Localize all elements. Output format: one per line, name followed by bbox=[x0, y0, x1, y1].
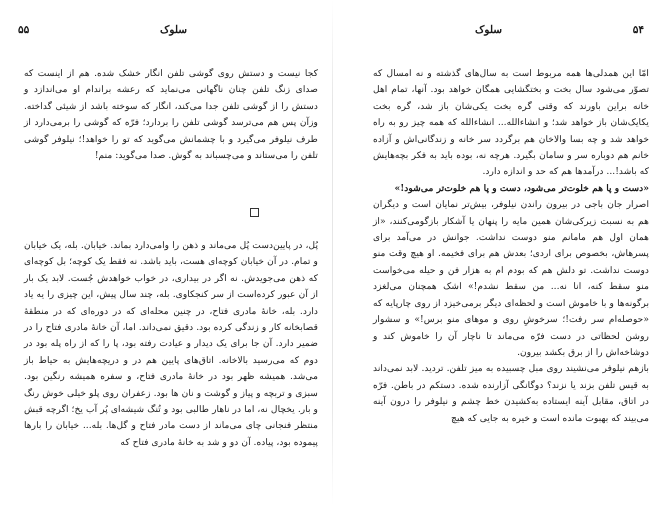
paragraph: اصرار جان باجی در بیرون راندن نیلوفر، بیش‌تر نمایان است و دیگران هم به نسبت زیرکی‌شان همین مایه را پنهان یا آشکار بازگومی‌کنند، «از همان اول هم مامانم منو دوست نداشت. جوانش در می‌آمد برای پسرهاش، بخصوص برای اردی؛ بعدش هم برای فخیمه. او هیچ وقت منو دوست نداشت. تو دلش هم که بودم ام به هزار فن و حیله می‌خواست منو سقط کنه، انا نه... من سقط نشدم!» اشک همچنان می‌لغزد برگونه‌ها و با خاموش است و لحظه‌ای دیگر برمی‌خیزد از روی چارپایه که «حوصله‌ام سر رفت!؛ سرخوشِ روی و موهای منو برس!» و سشوار روشن لحظاتی در دست فرّه می‌ماند تا ناچار آن را خاموش کند و دوشاخه‌اش را از برق بکشد بیرون. bbox=[373, 199, 649, 358]
paragraph: پُل، در پایین‌دست پُل می‌ماند و ذهن را وامی‌دارد بماند. خیابان. بله، یک خیابان و تمام. در آن خیابان کوچه‌ای هست، باید باشد. نه فقط یک کوچه؛ بل کوچه‌ای که ذهن می‌جویدش. نه اگر در بیداری، در خواب خواهدش جُست. لابد یک بار از آن عبور کرده‌است از سر کنجکاوی. بله، چند سال پیش، این چیزی را یه یاد دارد. بله، خانهٔ مادری فتاح، در چنین محله‌ای که در دوره‌ای که در منطقهٔ قصابخانه کار و زندگی کرده بود. دقیق نمی‌داند. اما، آن خانهٔ مادری فتاح را در ضمیر دارد. آن جا برای یک دیدار و عیادت رفته بود، پا را که از راه پله بود در دوم که می‌رسید بالاخانه. اتاق‌های پایین هم در و دریچه‌هایش به حیاط باز می‌شد. همیشه ظهر بود در خانهٔ مادری فتاح، و سفره همیشه رنگین بود. سبزی و تربچه و پیاز و گوشت و نان ها بود. زعفران روی پلو خیلی خوش رنگ و بار. یخچال نه، اما در ناهار طالبی بود و تُنگ شیشه‌ای پُر آب یخ؛ اگرچه قبش منتظر فنجانی چای می‌ماند از دست مادر فتاح و گل‌ها. بله... خیابان را بارها پیموده بود، پیاده. آن دو و شد به خانهٔ مادری فتاح که bbox=[24, 240, 318, 448]
left-paragraph-1-block bbox=[24, 66, 318, 164]
section-break-square-icon bbox=[250, 208, 259, 217]
paragraph: بازهم نیلوفر می‌نشیند روی مبل چسبیده به میز تلفن. تردید. لابد نمی‌داند به قیس تلفن بزند یا نزند؟ دوگانگی آزارنده شده. دستکم در باطن. فرّه در اتاق، مقابل آینه ایستاده به‌کشیدن خط چشم و نیلوفر را درون آینه می‌بیند که بهبوت مانده است و خیره به جایی که هیچ bbox=[373, 363, 649, 424]
left-page-header bbox=[0, 24, 333, 40]
quote-line: «دست و پا هم خلوت‌تر می‌شود، دست و پا هم خلوت‌تر می‌شود!» bbox=[394, 182, 649, 194]
paragraph: کجا نیست و دستش روی گوشی تلفن انگار خشک شده. هم از اینست که صدای زنگ تلفن چنان ناگهانی می‌نماید که رعشه براندام او می‌اندازد و دستش را از گوشی تلفن جدا می‌کند، انگار که سوخته باشد از شیئی گداخته. وزآن پس هم می‌ترسد گوشی تلفن را بردارد؛ فرّه که گوشی را برمی‌دارد از طرف نیلوفر می‌گیرد و با چشمانش می‌گوید که تو را خواهد!؛ نیلوفر گوشی تلفن را می‌ستاند و می‌چسباند به گوش. صدا می‌گوید: منم! bbox=[24, 68, 318, 162]
running-title: سلوک bbox=[475, 24, 503, 36]
page-number: ۵۴ bbox=[632, 24, 644, 36]
page-number: ۵۵ bbox=[18, 24, 30, 36]
right-text-block bbox=[373, 66, 649, 427]
paragraph: امّا این همدلی‌ها همه مربوط است به سال‌های گذشته و نه امسال که تصوّر می‌شود سال بخت و بختگشایی همگان خواهد بود. آنها، تمام اهل خانه براین باورند که وقتی گره بخت یکی‌شان باز شد، گره بخت یکایک‌شان باز خواهد شد؛ و انشاءالله... انشاءالله که همه چیز رو به راه خواهد شد و چه بسا والاخان هم برگردد سر خانه و زندگانی‌اش و آزاده خانم هم دوباره سر و سامان بگیرد. هرچه نه، بوده باید به فکر بچه‌هایش که باشد!... درآمدها هم که حد و اندازه دارد. bbox=[373, 68, 649, 178]
left-paragraph-2-block bbox=[24, 238, 318, 451]
running-title: سلوک bbox=[160, 24, 188, 36]
right-page bbox=[333, 0, 666, 505]
right-page-header bbox=[333, 24, 666, 40]
